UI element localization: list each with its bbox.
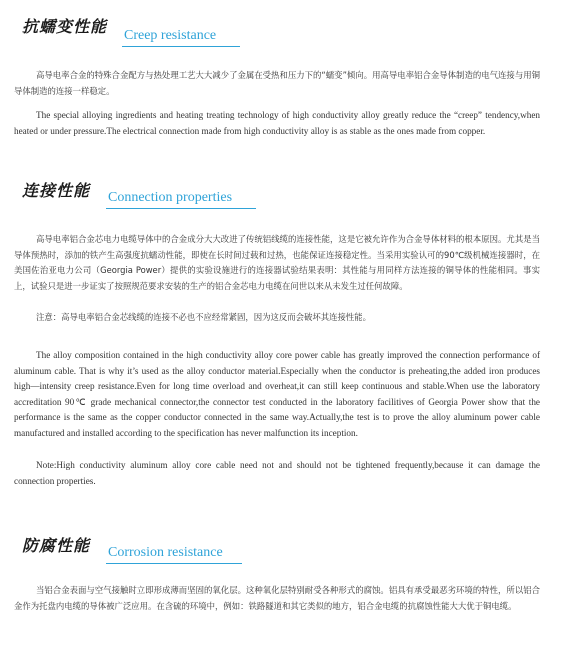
section-connection [0, 178, 574, 486]
section-header [0, 533, 574, 559]
paragraph-zh-note: 注意：高导电率铝合金芯线缆的连接不必也不应经常紧固，因为这反而会破坏其连接性能。 [36, 312, 371, 322]
title-underline [106, 208, 256, 209]
title-underline [106, 563, 242, 564]
section-title-zh: 连接性能 [22, 181, 91, 200]
section-creep [0, 14, 574, 136]
paragraph-en: The special alloying ingredients and heating treating technology of high conductivity alloy greatly reduce the “creep” tendency,when heated or under pressure.The electrical connection made from high conductivity alloy is as stable as the ones made from copper. [14, 110, 540, 136]
section-header [0, 178, 574, 204]
paragraph-zh: 当铝合金表面与空气接触时立即形成薄而坚固的氧化层。这种氧化层特别耐受各种形式的腐蚀。铝具有承受最恶劣环境的特性，所以铝合金作为托盘内电缆的导体被广泛应用。在含硫的环境中，例如：铁路隧道和其它类似的地方，铝合金电缆的抗腐蚀性能大大优于铜电缆。 [14, 585, 540, 611]
paragraph-zh: 高导电率合金的特殊合金配方与热处理工艺大大减少了金属在受热和压力下的“蠕变”倾向。用高导电率铝合金导体制造的电气连接与用铜导体制造的连接一样稳定。 [14, 70, 540, 96]
paragraph-zh: 高导电率铝合金芯电力电缆导体中的合金成分大大改进了传统铝线缆的连接性能，这是它被允许作为合金导体材料的根本原因。尤其是当导体预热时，添加的铁产生高强度抗蠕动性能，即使在长时间过载和过热，也能保证连接稳定性。当采用实验认可的90℃级机械连接器时，在美国佐治亚电力公司（Georgia Power）提供的实验设施进行的连接器试验结果表明：其性能与用同样方法连接的铜导体的性能相同。事实上，试验只是进一步证实了按照规范要求安装的生产的铝合金芯电力电缆在问世以来从未发生过任何故障。 [14, 234, 540, 291]
section-title-en: Connection properties [108, 190, 233, 205]
section-corrosion [0, 533, 574, 611]
section-title-en: Corrosion resistance [108, 545, 223, 560]
paragraph-en-note: Note:High conductivity aluminum alloy core cable need not and should not be tightened frequently,because it can damage the connection properties. [14, 460, 540, 486]
title-underline [122, 46, 240, 47]
section-title-zh: 抗蠕变性能 [22, 17, 108, 36]
paragraph-en: The alloy composition contained in the high conductivity alloy core power cable has greatly improved the connection performance of aluminum cable. That is why it’s used as the alloy conductor material.Especially when the conductor is preheating,the added iron produces high—intensity creep resistance.Even for long time overload and overheat,it can still keep continuous and stable.When use the laboratory accreditation 90℃ grade mechanical connector,the connector test conducted in the laboratory facilitives of Georgia Power show that the performance is the same as the copper conductor connected in the same way.Actually,the test is to prove the alloy aluminum power cable manufactured and installed according to the specification has never malfunction its inception. [14, 350, 540, 438]
section-header [0, 14, 574, 43]
section-title-en: Creep resistance [124, 28, 217, 43]
section-title-zh: 防腐性能 [22, 536, 91, 555]
